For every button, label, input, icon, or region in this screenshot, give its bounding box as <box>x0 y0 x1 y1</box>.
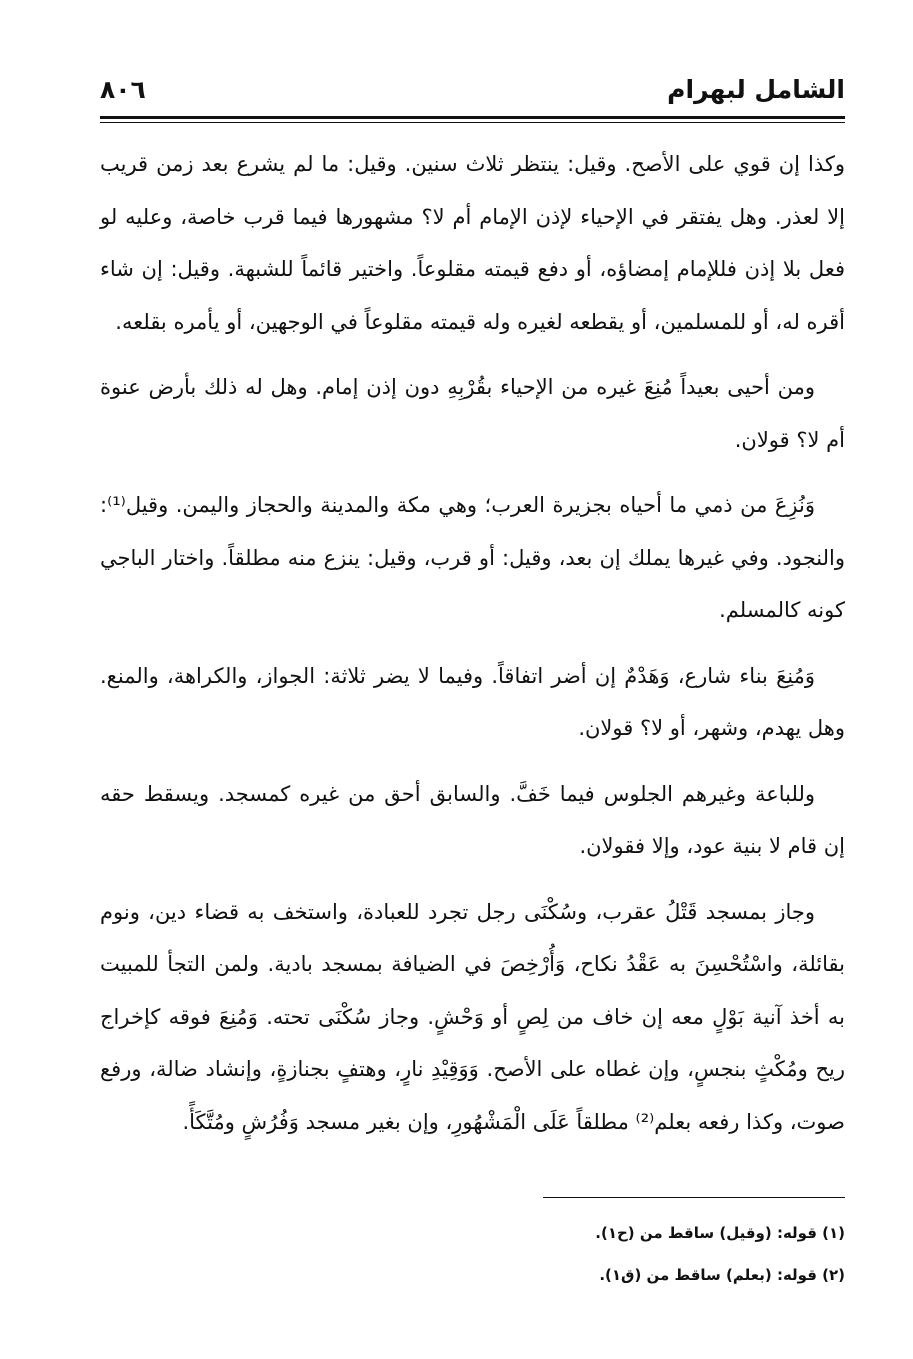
footnote: (١) قوله: (وقيل) ساقط من (ح١). <box>595 1224 845 1242</box>
paragraph: وَمُنِعَ بناء شارع، وَهَدْمٌ إن أضر اتفاقاً. وفيما لا يضر ثلاثة: الجواز، والكراهة، والمنع. وهل يهدم، وشهر، أو لا؟ قولان. <box>100 663 845 740</box>
page-number: ٨٠٦ <box>100 75 146 104</box>
body-text <box>100 138 845 1161</box>
running-title: الشامل لبهرام <box>667 75 845 104</box>
header-rule-thin <box>100 122 845 123</box>
paragraph: ومن أحيى بعيداً مُنِعَ غيره من الإحياء بقُرْبِهِ دون إذن إمام. وهل له ذلك بأرض عنوة أم لا؟ قولان. <box>100 375 845 452</box>
footnote: (٢) قوله: (بعلم) ساقط من (ق١). <box>599 1266 845 1284</box>
footnotes <box>300 1212 845 1296</box>
paragraph: وَنُزِعَ من ذمي ما أحياه بجزيرة العرب؛ وهي مكة والمدينة والحجاز واليمن. وقيل⁽¹⁾: والنجود. وفي غيرها يملك إن بعد، وقيل: أو قرب، وقيل: ينزع منه مطلقاً. واختار الباجي كونه كالمسلم. <box>100 493 845 622</box>
header-rule-thick <box>100 116 845 119</box>
page-header <box>100 70 845 110</box>
paragraph: وكذا إن قوي على الأصح. وقيل: ينتظر ثلاث سنين. وقيل: ما لم يشرع بعد زمن قريب إلا لعذر. وهل يفتقر في الإحياء لإذن الإمام أم لا؟ مشهورها فيما قرب خاصة، وعليه لو فعل بلا إذن فللإمام إمضاؤه، أو دفع قيمته مقلوعاً. واختير قائماً للشبهة. وقيل: إن شاء أقره له، أو للمسلمين، أو يقطعه لغيره وله قيمته مقلوعاً في الوجهين، أو يأمره بقلعه. <box>100 152 845 334</box>
paragraph: وجاز بمسجد قَتْلُ عقرب، وسُكْنَى رجل تجرد للعبادة، واستخف به قضاء دين، ونوم بقائلة، واسْتُحْسِنَ به عَقْدُ نكاح، وَأُرْخِصَ في الضيافة بمسجد بادية. ولمن التجأ للمبيت به أخذ آنية بَوْلٍ معه إن خاف من لِصٍ أو وَحْشٍ. وجاز سُكْنَى تحته. وَمُنِعَ فوقه كإخراج ريح ومُكْثٍ بنجسٍ، وإن غطاه على الأصح. وَوَقِيْدِ نارٍ، وهتفٍ بجنازةٍ، وإنشاد ضالة، ورفع صوت، وكذا رفعه بعلم⁽²⁾ مطلقاً عَلَى الْمَشْهُورِ، وإن بغير مسجد وَفُرُشٍ ومُتَّكَأً. <box>100 899 845 1134</box>
footnote-separator <box>543 1197 845 1198</box>
paragraph: وللباعة وغيرهم الجلوس فيما خَفَّ. والسابق أحق من غيره كمسجد. ويسقط حقه إن قام لا بنية عود، وإلا فقولان. <box>100 781 845 858</box>
